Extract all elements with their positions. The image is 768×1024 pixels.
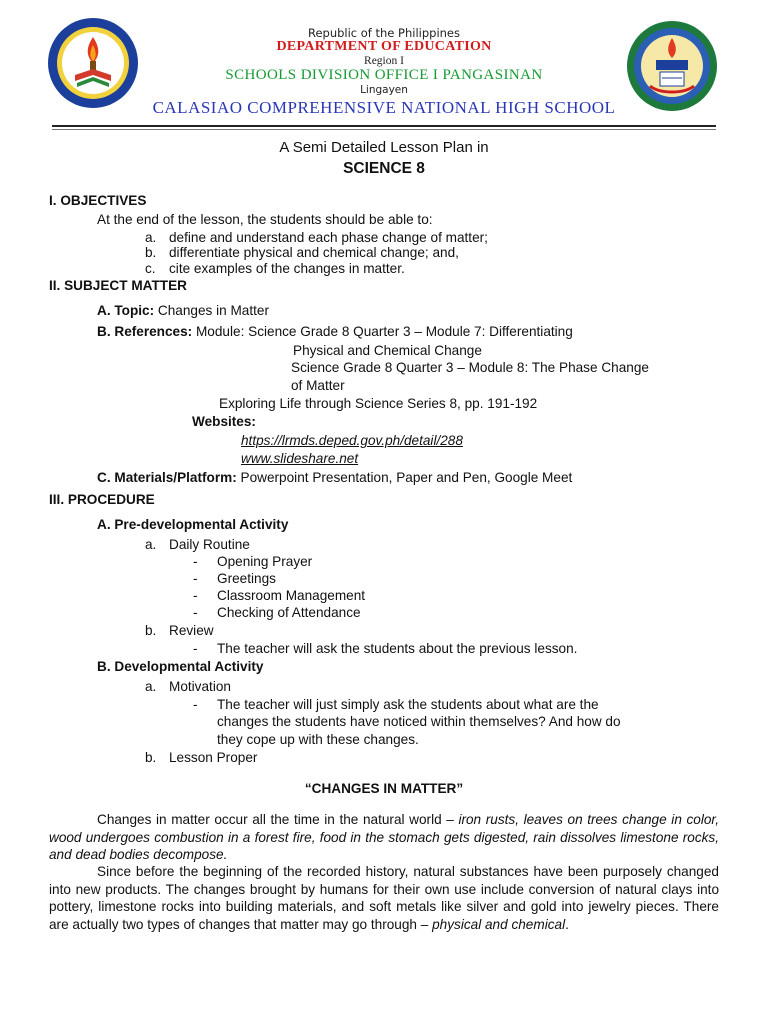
references-label: B. References:	[97, 324, 193, 339]
paragraph-text: Changes in matter occur all the time in the natural world –	[97, 812, 459, 827]
paragraph-italic: iron rusts, leaves on trees change in color, wood undergoes combustion in a forest fire, food in the stomach gets digested, rain dissolves limestone rocks, and dead bodies decompose.	[49, 812, 719, 862]
objective-item: define and understand each phase change of matter;	[169, 230, 488, 245]
dash-marker: -	[193, 588, 198, 603]
reference-line: Physical and Chemical Change	[293, 343, 482, 358]
objectives-heading: I. OBJECTIVES	[49, 193, 147, 208]
topic-value: Changes in Matter	[157, 303, 269, 318]
dash-marker: -	[193, 605, 198, 620]
paragraph-text: .	[565, 916, 569, 932]
dash-marker: -	[193, 641, 198, 656]
objective-item: cite examples of the changes in matter.	[169, 261, 405, 276]
developmental-heading: B. Developmental Activity	[97, 659, 264, 674]
header-divider	[52, 125, 716, 127]
objective-marker: c.	[145, 261, 156, 276]
city-label: Lingayen	[360, 84, 408, 96]
list-item: The teacher will just simply ask the students about what are the	[217, 697, 599, 712]
header-divider-thin	[52, 129, 716, 130]
dash-marker: -	[193, 571, 198, 586]
lesson-paragraph	[49, 811, 719, 864]
list-marker: b.	[145, 750, 157, 765]
list-item: Opening Prayer	[217, 554, 313, 569]
topic-row	[97, 303, 269, 319]
department-label: DEPARTMENT OF EDUCATION	[276, 39, 492, 54]
school-name: CALASIAO COMPREHENSIVE NATIONAL HIGH SCHOOL	[152, 98, 616, 117]
paragraph-text: Since before the beginning of the recorded history, natural substances have been purposely changed into new products. The changes brought by humans for their own use include conversion of natural clays into pottery, limestone rocks into building materials, and soft metals like silver and gold into jewelry pieces. There are actually two types of changes that matter may go through –	[49, 864, 719, 932]
list-item: Classroom Management	[217, 588, 366, 603]
references-row	[97, 324, 573, 340]
plan-title: A Semi Detailed Lesson Plan in	[279, 139, 489, 156]
materials-row	[97, 470, 572, 486]
list-item: The teacher will ask the students about the previous lesson.	[217, 641, 578, 656]
list-marker: a.	[145, 679, 157, 694]
procedure-heading: III. PROCEDURE	[49, 492, 155, 507]
list-marker: b.	[145, 623, 157, 638]
websites-label: Websites:	[192, 414, 256, 429]
sdo-pangasinan-seal-icon	[47, 17, 139, 109]
lesson-title: “CHANGES IN MATTER”	[304, 781, 464, 796]
materials-label: C. Materials/Platform:	[97, 470, 237, 485]
plan-subject: SCIENCE 8	[343, 160, 425, 177]
list-item: changes the students have noticed within themselves? And how do	[217, 714, 621, 729]
republic-label: Republic of the Philippines	[307, 26, 461, 40]
list-item: they cope up with these changes.	[217, 732, 419, 747]
review-label: Review	[169, 623, 214, 638]
reference-line: Science Grade 8 Quarter 3 – Module 8: The Phase Change	[291, 360, 649, 375]
paragraph-italic: physical and chemical	[432, 916, 566, 932]
reference-line: of Matter	[291, 378, 345, 393]
materials-value: Powerpoint Presentation, Paper and Pen, Google Meet	[240, 470, 573, 485]
topic-label: A. Topic:	[97, 303, 155, 318]
division-label: SCHOOLS DIVISION OFFICE I PANGASINAN	[225, 67, 543, 83]
objective-marker: b.	[145, 245, 157, 260]
pre-developmental-heading: A. Pre-developmental Activity	[97, 517, 289, 532]
lesson-proper-label: Lesson Proper	[169, 750, 258, 765]
dash-marker: -	[193, 697, 198, 712]
reference-line: Module: Science Grade 8 Quarter 3 – Module 7: Differentiating	[195, 324, 573, 339]
region-label: Region I	[364, 55, 404, 67]
dash-marker: -	[193, 554, 198, 569]
objective-item: differentiate physical and chemical change; and,	[169, 245, 459, 260]
subject-matter-heading: II. SUBJECT MATTER	[49, 278, 187, 293]
objective-marker: a.	[145, 230, 157, 245]
daily-routine-label: Daily Routine	[169, 537, 250, 552]
lesson-paragraph	[49, 863, 719, 933]
reference-line: Exploring Life through Science Series 8, pp. 191-192	[219, 396, 538, 411]
list-item: Greetings	[217, 571, 276, 586]
objectives-intro: At the end of the lesson, the students should be able to:	[97, 212, 433, 227]
list-item: Checking of Attendance	[217, 605, 361, 620]
motivation-label: Motivation	[169, 679, 231, 694]
website-link[interactable]: https://lrmds.deped.gov.ph/detail/288	[241, 433, 463, 448]
list-marker: a.	[145, 537, 157, 552]
website-link[interactable]: www.slideshare.net	[241, 451, 359, 466]
